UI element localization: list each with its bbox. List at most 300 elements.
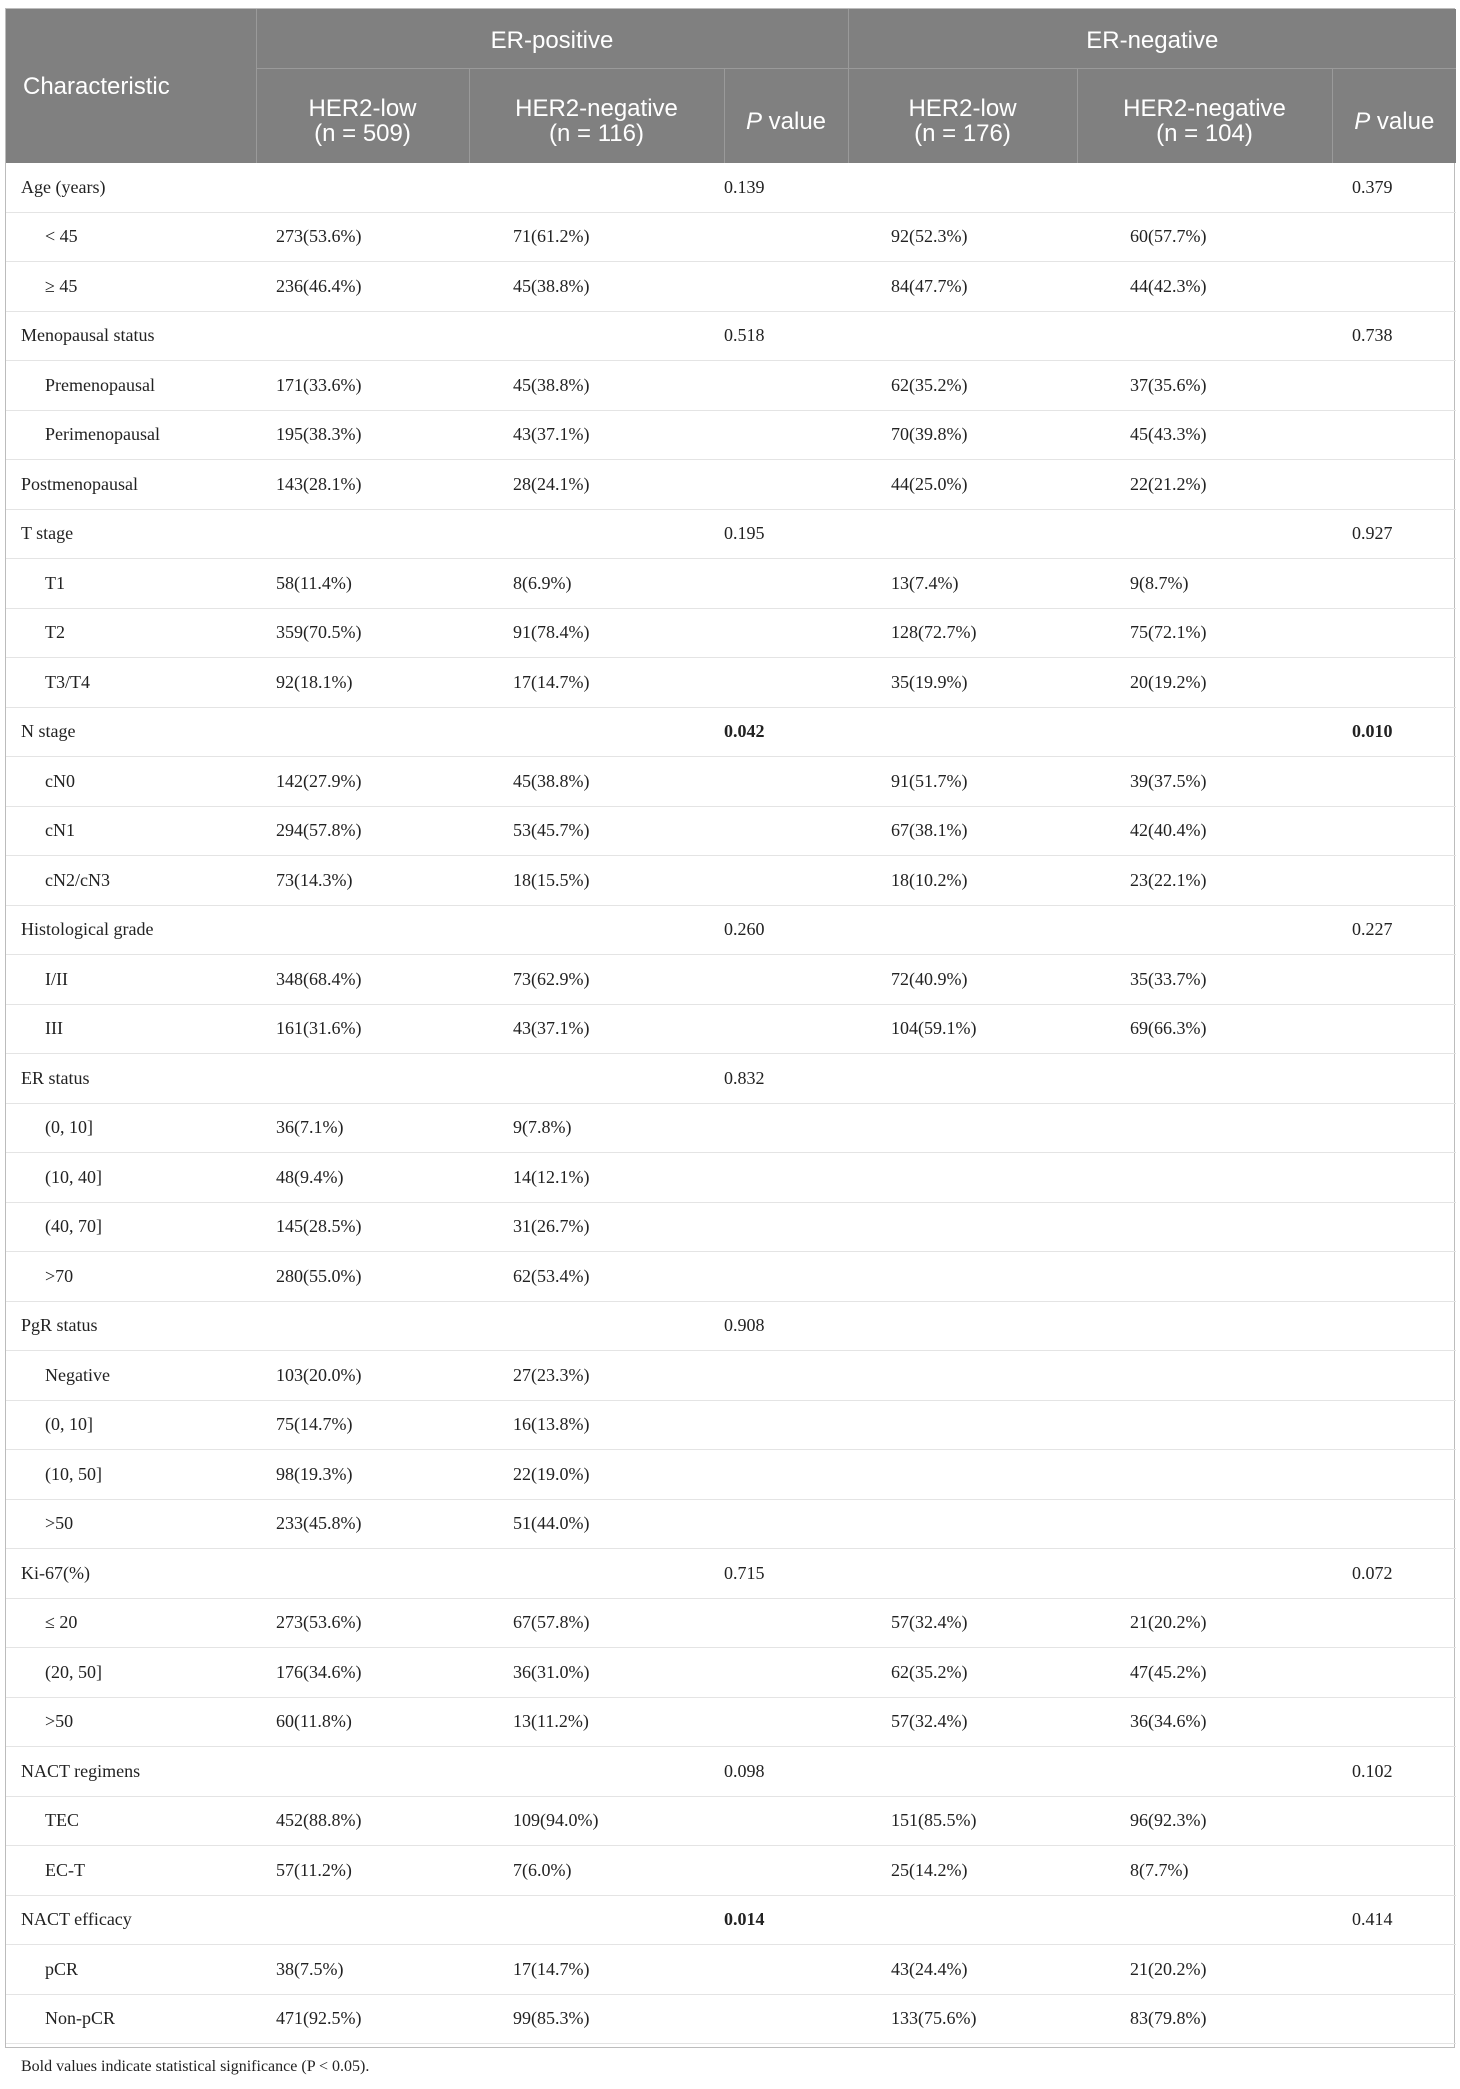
er-neg-her2-low-cell xyxy=(848,163,1077,212)
er-pos-her2-low-cell: 73(14.3%) xyxy=(256,856,469,906)
er-neg-p-value-cell xyxy=(1332,1648,1456,1698)
er-pos-her2-negative-cell xyxy=(469,311,724,361)
table-row xyxy=(6,212,1456,262)
footnote: Bold values indicate statistical significance (P < 0.05). xyxy=(6,2044,1456,2089)
er-neg-her2-negative-cell xyxy=(1077,1400,1332,1450)
er-pos-her2-low-cell: 273(53.6%) xyxy=(256,212,469,262)
er-pos-her2-low-cell: 36(7.1%) xyxy=(256,1103,469,1153)
er-neg-her2-negative-cell xyxy=(1077,1153,1332,1203)
row-label: cN1 xyxy=(6,806,256,856)
er-pos-p-value-cell: 0.098 xyxy=(724,1747,848,1797)
er-pos-p-value-cell xyxy=(724,1598,848,1648)
er-neg-her2-negative-cell xyxy=(1077,1301,1332,1351)
characteristic-header: Characteristic xyxy=(6,9,256,163)
er-pos-p-value-cell xyxy=(724,1499,848,1549)
er-pos-her2-low-cell: 58(11.4%) xyxy=(256,559,469,609)
er-pos-her2-negative-cell: 28(24.1%) xyxy=(469,460,724,510)
er-pos-her2-low-cell: 195(38.3%) xyxy=(256,410,469,460)
er-neg-p-value-cell: 0.102 xyxy=(1332,1747,1456,1797)
er-pos-her2-low-cell: 348(68.4%) xyxy=(256,955,469,1005)
er-neg-her2-low-cell: 133(75.6%) xyxy=(848,1994,1077,2044)
er-pos-her2-low-cell: 103(20.0%) xyxy=(256,1351,469,1401)
er-neg-her2-negative-cell xyxy=(1077,1549,1332,1599)
table-row xyxy=(6,410,1456,460)
er-neg-her2-negative-cell xyxy=(1077,707,1332,757)
row-label: PgR status xyxy=(6,1301,256,1351)
header-line: (n = 509) xyxy=(314,120,411,147)
er-pos-her2-low-cell: 143(28.1%) xyxy=(256,460,469,510)
er-pos-her2-low-cell xyxy=(256,1054,469,1104)
table-row xyxy=(6,559,1456,609)
row-label: T3/T4 xyxy=(6,658,256,708)
er-neg-her2-low-cell xyxy=(848,1549,1077,1599)
er-pos-her2-negative-cell: 7(6.0%) xyxy=(469,1846,724,1896)
row-label: Perimenopausal xyxy=(6,410,256,460)
er-neg-her2-negative-cell: 42(40.4%) xyxy=(1077,806,1332,856)
er-pos-p-value-cell xyxy=(724,1945,848,1995)
er-neg-p-value-cell xyxy=(1332,1351,1456,1401)
row-label: cN2/cN3 xyxy=(6,856,256,906)
er-pos-her2-low-cell xyxy=(256,905,469,955)
er-neg-her2-negative-cell xyxy=(1077,1351,1332,1401)
pos-her2-negative-header xyxy=(469,69,724,164)
er-neg-her2-low-cell xyxy=(848,1103,1077,1153)
er-neg-p-value-cell: 0.010 xyxy=(1332,707,1456,757)
er-neg-her2-low-cell: 44(25.0%) xyxy=(848,460,1077,510)
er-neg-p-value-cell xyxy=(1332,559,1456,609)
er-pos-her2-negative-cell: 16(13.8%) xyxy=(469,1400,724,1450)
table-row xyxy=(6,361,1456,411)
er-neg-p-value-cell xyxy=(1332,1153,1456,1203)
er-pos-p-value-cell xyxy=(724,1400,848,1450)
er-pos-her2-low-cell: 176(34.6%) xyxy=(256,1648,469,1698)
er-neg-p-value-cell xyxy=(1332,212,1456,262)
table-row xyxy=(6,509,1456,559)
er-neg-her2-low-cell: 18(10.2%) xyxy=(848,856,1077,906)
er-neg-her2-low-cell xyxy=(848,1450,1077,1500)
er-pos-her2-negative-cell xyxy=(469,509,724,559)
er-pos-her2-low-cell: 236(46.4%) xyxy=(256,262,469,312)
er-neg-p-value-cell xyxy=(1332,1846,1456,1896)
er-pos-her2-low-cell: 359(70.5%) xyxy=(256,608,469,658)
row-label: T1 xyxy=(6,559,256,609)
er-pos-her2-low-cell: 145(28.5%) xyxy=(256,1202,469,1252)
er-neg-her2-negative-cell: 39(37.5%) xyxy=(1077,757,1332,807)
er-neg-her2-negative-cell: 83(79.8%) xyxy=(1077,1994,1332,2044)
header-line: HER2-low xyxy=(308,95,416,122)
er-pos-her2-negative-cell: 13(11.2%) xyxy=(469,1697,724,1747)
row-label: >50 xyxy=(6,1697,256,1747)
neg-her2-low-header xyxy=(848,69,1077,164)
row-label: Ki-67(%) xyxy=(6,1549,256,1599)
er-neg-her2-low-cell xyxy=(848,1747,1077,1797)
er-neg-p-value-cell xyxy=(1332,955,1456,1005)
er-neg-p-value-cell xyxy=(1332,1598,1456,1648)
er-neg-her2-negative-cell: 23(22.1%) xyxy=(1077,856,1332,906)
er-pos-p-value-cell xyxy=(724,410,848,460)
er-neg-her2-negative-cell: 47(45.2%) xyxy=(1077,1648,1332,1698)
er-pos-her2-negative-cell xyxy=(469,707,724,757)
er-neg-her2-low-cell: 92(52.3%) xyxy=(848,212,1077,262)
er-neg-her2-low-cell: 57(32.4%) xyxy=(848,1697,1077,1747)
er-neg-her2-negative-cell xyxy=(1077,1747,1332,1797)
er-pos-p-value-cell xyxy=(724,1351,848,1401)
er-pos-p-value-cell xyxy=(724,1103,848,1153)
er-neg-her2-negative-cell: 45(43.3%) xyxy=(1077,410,1332,460)
er-pos-her2-negative-cell: 17(14.7%) xyxy=(469,658,724,708)
table-body xyxy=(6,163,1456,2044)
er-neg-her2-low-cell xyxy=(848,1400,1077,1450)
row-label: ER status xyxy=(6,1054,256,1104)
er-neg-p-value-cell xyxy=(1332,361,1456,411)
er-pos-p-value-cell xyxy=(724,1648,848,1698)
er-pos-her2-low-cell xyxy=(256,1301,469,1351)
er-pos-p-value-cell xyxy=(724,212,848,262)
er-neg-her2-negative-cell xyxy=(1077,1054,1332,1104)
er-neg-p-value-cell xyxy=(1332,262,1456,312)
table-row xyxy=(6,262,1456,312)
row-label: Menopausal status xyxy=(6,311,256,361)
pos-p-value-header xyxy=(724,69,848,164)
row-label: TEC xyxy=(6,1796,256,1846)
row-label: (20, 50] xyxy=(6,1648,256,1698)
row-label: pCR xyxy=(6,1945,256,1995)
er-neg-p-value-cell xyxy=(1332,806,1456,856)
er-neg-p-value-cell xyxy=(1332,1103,1456,1153)
table-row xyxy=(6,1054,1456,1104)
er-pos-her2-negative-cell: 17(14.7%) xyxy=(469,1945,724,1995)
er-pos-p-value-cell xyxy=(724,1846,848,1896)
er-pos-p-value-cell xyxy=(724,1450,848,1500)
er-pos-p-value-cell xyxy=(724,658,848,708)
row-label: Age (years) xyxy=(6,163,256,212)
er-neg-her2-low-cell: 104(59.1%) xyxy=(848,1004,1077,1054)
header-line: (n = 116) xyxy=(549,120,644,147)
row-label: Postmenopausal xyxy=(6,460,256,510)
table-frame xyxy=(5,8,1455,2048)
er-pos-p-value-cell: 0.139 xyxy=(724,163,848,212)
er-neg-her2-low-cell xyxy=(848,311,1077,361)
er-pos-her2-low-cell xyxy=(256,707,469,757)
er-pos-her2-negative-cell: 27(23.3%) xyxy=(469,1351,724,1401)
er-pos-her2-low-cell: 142(27.9%) xyxy=(256,757,469,807)
row-label: (10, 40] xyxy=(6,1153,256,1203)
table-row xyxy=(6,757,1456,807)
er-pos-p-value-cell xyxy=(724,955,848,1005)
er-pos-her2-low-cell: 48(9.4%) xyxy=(256,1153,469,1203)
er-neg-p-value-cell xyxy=(1332,1994,1456,2044)
table-row xyxy=(6,1945,1456,1995)
er-neg-p-value-cell xyxy=(1332,1301,1456,1351)
er-pos-her2-negative-cell: 67(57.8%) xyxy=(469,1598,724,1648)
er-neg-p-value-cell: 0.414 xyxy=(1332,1895,1456,1945)
er-neg-her2-low-cell: 13(7.4%) xyxy=(848,559,1077,609)
er-pos-her2-low-cell: 38(7.5%) xyxy=(256,1945,469,1995)
er-neg-p-value-cell: 0.927 xyxy=(1332,509,1456,559)
er-pos-her2-low-cell xyxy=(256,509,469,559)
table-row xyxy=(6,707,1456,757)
row-label: ≥ 45 xyxy=(6,262,256,312)
row-label: NACT regimens xyxy=(6,1747,256,1797)
er-neg-her2-negative-cell: 20(19.2%) xyxy=(1077,658,1332,708)
table-row xyxy=(6,1895,1456,1945)
table-row xyxy=(6,1351,1456,1401)
er-neg-her2-negative-cell: 8(7.7%) xyxy=(1077,1846,1332,1896)
er-pos-her2-low-cell xyxy=(256,1549,469,1599)
er-neg-her2-negative-cell: 36(34.6%) xyxy=(1077,1697,1332,1747)
er-pos-p-value-cell xyxy=(724,1153,848,1203)
table-row xyxy=(6,1450,1456,1500)
er-neg-her2-low-cell: 84(47.7%) xyxy=(848,262,1077,312)
er-neg-her2-low-cell xyxy=(848,1351,1077,1401)
er-pos-her2-negative-cell: 71(61.2%) xyxy=(469,212,724,262)
er-neg-her2-negative-cell xyxy=(1077,1499,1332,1549)
header-line: HER2-negative xyxy=(1123,95,1286,122)
table-row xyxy=(6,1202,1456,1252)
header-line: (n = 176) xyxy=(914,120,1011,147)
er-pos-p-value-cell: 0.908 xyxy=(724,1301,848,1351)
table-row xyxy=(6,1796,1456,1846)
footnote-row xyxy=(6,2044,1456,2089)
er-pos-her2-low-cell xyxy=(256,1895,469,1945)
er-neg-p-value-cell xyxy=(1332,856,1456,906)
er-pos-p-value-cell: 0.014 xyxy=(724,1895,848,1945)
p-letter: P xyxy=(746,108,762,135)
er-pos-her2-negative-cell: 51(44.0%) xyxy=(469,1499,724,1549)
table-row xyxy=(6,311,1456,361)
row-label: (10, 50] xyxy=(6,1450,256,1500)
er-pos-her2-low-cell: 161(31.6%) xyxy=(256,1004,469,1054)
er-neg-p-value-cell xyxy=(1332,1400,1456,1450)
table-row xyxy=(6,460,1456,510)
er-pos-her2-negative-cell: 45(38.8%) xyxy=(469,757,724,807)
er-pos-p-value-cell xyxy=(724,1994,848,2044)
table-row xyxy=(6,806,1456,856)
row-label: NACT efficacy xyxy=(6,1895,256,1945)
table-row xyxy=(6,1549,1456,1599)
er-pos-her2-negative-cell xyxy=(469,1301,724,1351)
table-row xyxy=(6,608,1456,658)
row-label: Non-pCR xyxy=(6,1994,256,2044)
er-pos-p-value-cell: 0.260 xyxy=(724,905,848,955)
er-neg-p-value-cell xyxy=(1332,460,1456,510)
er-neg-p-value-cell: 0.072 xyxy=(1332,1549,1456,1599)
er-neg-her2-negative-cell xyxy=(1077,1202,1332,1252)
er-pos-her2-negative-cell: 73(62.9%) xyxy=(469,955,724,1005)
er-neg-her2-low-cell: 72(40.9%) xyxy=(848,955,1077,1005)
er-neg-p-value-cell xyxy=(1332,1697,1456,1747)
er-positive-header: ER-positive xyxy=(256,9,848,69)
row-label: Negative xyxy=(6,1351,256,1401)
table-row xyxy=(6,1994,1456,2044)
er-neg-p-value-cell xyxy=(1332,1450,1456,1500)
p-value-text: value xyxy=(762,108,826,135)
row-label: Histological grade xyxy=(6,905,256,955)
er-neg-her2-negative-cell xyxy=(1077,1103,1332,1153)
table-row xyxy=(6,1846,1456,1896)
er-pos-her2-negative-cell xyxy=(469,1054,724,1104)
er-pos-her2-negative-cell: 53(45.7%) xyxy=(469,806,724,856)
er-neg-her2-low-cell xyxy=(848,509,1077,559)
er-neg-p-value-cell xyxy=(1332,1004,1456,1054)
er-pos-her2-negative-cell: 36(31.0%) xyxy=(469,1648,724,1698)
table-row xyxy=(6,1697,1456,1747)
row-label: T stage xyxy=(6,509,256,559)
er-neg-her2-negative-cell: 60(57.7%) xyxy=(1077,212,1332,262)
er-pos-p-value-cell xyxy=(724,361,848,411)
er-neg-p-value-cell xyxy=(1332,757,1456,807)
er-pos-her2-negative-cell xyxy=(469,1895,724,1945)
er-negative-header: ER-negative xyxy=(848,9,1456,69)
er-neg-her2-low-cell: 128(72.7%) xyxy=(848,608,1077,658)
table-row xyxy=(6,1252,1456,1302)
er-neg-p-value-cell xyxy=(1332,1054,1456,1104)
er-neg-her2-low-cell xyxy=(848,1153,1077,1203)
er-neg-her2-low-cell: 35(19.9%) xyxy=(848,658,1077,708)
er-pos-p-value-cell xyxy=(724,262,848,312)
er-neg-her2-negative-cell: 75(72.1%) xyxy=(1077,608,1332,658)
er-pos-her2-negative-cell: 45(38.8%) xyxy=(469,262,724,312)
er-neg-her2-negative-cell: 21(20.2%) xyxy=(1077,1945,1332,1995)
er-pos-her2-negative-cell: 62(53.4%) xyxy=(469,1252,724,1302)
er-pos-p-value-cell: 0.042 xyxy=(724,707,848,757)
er-pos-her2-negative-cell: 91(78.4%) xyxy=(469,608,724,658)
row-label: >50 xyxy=(6,1499,256,1549)
er-neg-her2-low-cell xyxy=(848,1202,1077,1252)
row-label: III xyxy=(6,1004,256,1054)
er-pos-p-value-cell xyxy=(724,460,848,510)
row-label: < 45 xyxy=(6,212,256,262)
p-letter: P xyxy=(1354,108,1370,135)
row-label: I/II xyxy=(6,955,256,1005)
table-row xyxy=(6,856,1456,906)
er-neg-her2-negative-cell: 96(92.3%) xyxy=(1077,1796,1332,1846)
er-neg-p-value-cell xyxy=(1332,410,1456,460)
er-pos-her2-negative-cell xyxy=(469,163,724,212)
er-pos-her2-negative-cell: 18(15.5%) xyxy=(469,856,724,906)
er-pos-her2-low-cell: 471(92.5%) xyxy=(256,1994,469,2044)
er-neg-her2-negative-cell: 21(20.2%) xyxy=(1077,1598,1332,1648)
er-pos-p-value-cell xyxy=(724,806,848,856)
row-label: cN0 xyxy=(6,757,256,807)
row-label: Premenopausal xyxy=(6,361,256,411)
row-label: ≤ 20 xyxy=(6,1598,256,1648)
table-row xyxy=(6,1301,1456,1351)
er-neg-her2-negative-cell: 22(21.2%) xyxy=(1077,460,1332,510)
row-label: >70 xyxy=(6,1252,256,1302)
row-label: (0, 10] xyxy=(6,1103,256,1153)
er-neg-her2-low-cell xyxy=(848,1252,1077,1302)
er-neg-her2-low-cell: 91(51.7%) xyxy=(848,757,1077,807)
er-neg-her2-low-cell: 25(14.2%) xyxy=(848,1846,1077,1896)
er-neg-her2-low-cell xyxy=(848,1301,1077,1351)
table-row xyxy=(6,905,1456,955)
table-row xyxy=(6,1648,1456,1698)
er-neg-p-value-cell xyxy=(1332,1252,1456,1302)
er-pos-p-value-cell xyxy=(724,757,848,807)
er-neg-her2-negative-cell xyxy=(1077,905,1332,955)
er-pos-her2-low-cell xyxy=(256,311,469,361)
er-pos-p-value-cell: 0.832 xyxy=(724,1054,848,1104)
er-neg-her2-negative-cell xyxy=(1077,1252,1332,1302)
er-pos-p-value-cell: 0.195 xyxy=(724,509,848,559)
row-label: EC-T xyxy=(6,1846,256,1896)
er-pos-her2-low-cell: 294(57.8%) xyxy=(256,806,469,856)
er-pos-her2-low-cell: 92(18.1%) xyxy=(256,658,469,708)
er-pos-her2-negative-cell xyxy=(469,905,724,955)
table-row xyxy=(6,1153,1456,1203)
table-row xyxy=(6,1103,1456,1153)
er-pos-p-value-cell xyxy=(724,1697,848,1747)
er-neg-p-value-cell xyxy=(1332,1796,1456,1846)
table-row xyxy=(6,163,1456,212)
er-pos-p-value-cell xyxy=(724,856,848,906)
er-pos-her2-low-cell xyxy=(256,1747,469,1797)
er-pos-her2-low-cell: 233(45.8%) xyxy=(256,1499,469,1549)
er-neg-p-value-cell xyxy=(1332,608,1456,658)
er-neg-p-value-cell: 0.379 xyxy=(1332,163,1456,212)
er-neg-p-value-cell: 0.738 xyxy=(1332,311,1456,361)
er-pos-her2-negative-cell: 43(37.1%) xyxy=(469,410,724,460)
er-neg-her2-negative-cell: 9(8.7%) xyxy=(1077,559,1332,609)
er-pos-p-value-cell xyxy=(724,1252,848,1302)
pos-her2-low-header xyxy=(256,69,469,164)
table-row xyxy=(6,1499,1456,1549)
table-row xyxy=(6,955,1456,1005)
er-neg-her2-low-cell: 43(24.4%) xyxy=(848,1945,1077,1995)
table-row xyxy=(6,1004,1456,1054)
table-row xyxy=(6,1747,1456,1797)
table-row xyxy=(6,1400,1456,1450)
er-neg-p-value-cell xyxy=(1332,1499,1456,1549)
header-line: HER2-low xyxy=(909,95,1017,122)
er-pos-her2-low-cell: 171(33.6%) xyxy=(256,361,469,411)
er-neg-her2-low-cell: 62(35.2%) xyxy=(848,361,1077,411)
row-label: N stage xyxy=(6,707,256,757)
row-label: (40, 70] xyxy=(6,1202,256,1252)
row-label: (0, 10] xyxy=(6,1400,256,1450)
er-pos-her2-low-cell: 98(19.3%) xyxy=(256,1450,469,1500)
er-neg-her2-negative-cell xyxy=(1077,1450,1332,1500)
er-neg-her2-low-cell: 62(35.2%) xyxy=(848,1648,1077,1698)
er-pos-p-value-cell: 0.715 xyxy=(724,1549,848,1599)
row-label: T2 xyxy=(6,608,256,658)
er-pos-p-value-cell xyxy=(724,1202,848,1252)
p-value-text: value xyxy=(1370,108,1434,135)
table-row xyxy=(6,658,1456,708)
er-pos-her2-low-cell xyxy=(256,163,469,212)
er-neg-p-value-cell xyxy=(1332,1202,1456,1252)
er-pos-her2-low-cell: 452(88.8%) xyxy=(256,1796,469,1846)
er-pos-p-value-cell xyxy=(724,1004,848,1054)
er-pos-p-value-cell xyxy=(724,608,848,658)
er-neg-p-value-cell xyxy=(1332,658,1456,708)
er-neg-her2-negative-cell: 35(33.7%) xyxy=(1077,955,1332,1005)
neg-p-value-header xyxy=(1332,69,1456,164)
er-neg-her2-low-cell: 67(38.1%) xyxy=(848,806,1077,856)
er-pos-her2-negative-cell: 14(12.1%) xyxy=(469,1153,724,1203)
er-neg-her2-low-cell: 151(85.5%) xyxy=(848,1796,1077,1846)
table-row xyxy=(6,1598,1456,1648)
er-pos-her2-negative-cell xyxy=(469,1747,724,1797)
characteristics-table xyxy=(6,9,1456,2089)
er-pos-her2-negative-cell: 31(26.7%) xyxy=(469,1202,724,1252)
er-neg-her2-negative-cell: 37(35.6%) xyxy=(1077,361,1332,411)
er-neg-her2-negative-cell xyxy=(1077,163,1332,212)
er-pos-her2-negative-cell: 22(19.0%) xyxy=(469,1450,724,1500)
header-line: HER2-negative xyxy=(515,95,678,122)
er-neg-p-value-cell: 0.227 xyxy=(1332,905,1456,955)
